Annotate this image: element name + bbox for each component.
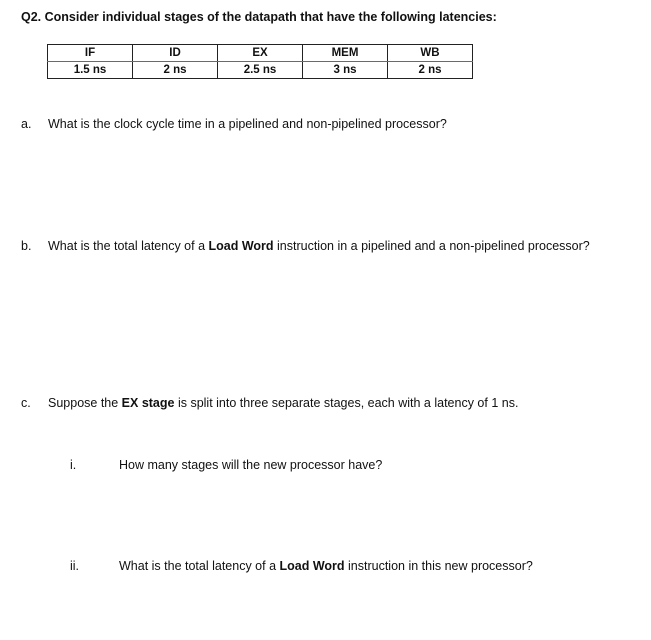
question-c-ii-marker: ii. [70,559,80,573]
question-c-text-post: is split into three separate stages, each with a latency of 1 ns. [174,396,519,410]
question-c-i [70,458,382,472]
stage-header-ex: EX [218,45,303,62]
stage-header-if: IF [48,45,133,62]
question-c-ii-text-post: instruction in this new processor? [344,559,533,573]
stage-latency-if: 1.5 ns [48,62,133,79]
question-b-marker: b. [21,239,32,253]
question-a-marker: a. [21,117,32,131]
question-b-text-post: instruction in a pipelined and a non-pipelined processor? [273,239,590,253]
question-c-text-pre: Suppose the [48,396,122,410]
stage-latency-ex: 2.5 ns [218,62,303,79]
question-a [21,117,447,131]
question-c-bold: EX stage [121,396,175,410]
question-a-text: What is the clock cycle time in a pipelined and non-pipelined processor? [48,117,447,131]
question-b-text-pre: What is the total latency of a [48,239,209,253]
stage-header-wb: WB [388,45,473,62]
stage-header-id: ID [133,45,218,62]
question-b [21,239,590,253]
latency-value-row [48,62,473,79]
stage-latency-wb: 2 ns [388,62,473,79]
question-c-i-marker: i. [70,458,77,472]
stage-latency-mem: 3 ns [303,62,388,79]
question-b-bold: Load Word [208,239,274,253]
latency-table [47,44,473,79]
question-c-ii [70,559,533,573]
stage-header-mem: MEM [303,45,388,62]
latency-header-row [48,45,473,62]
question-c-i-text: How many stages will the new processor have? [119,458,383,472]
question-title: Q2. Consider individual stages of the datapath that have the following latencies: [21,10,497,24]
question-c-marker: c. [21,396,31,410]
question-c-ii-bold: Load Word [279,559,345,573]
question-c-ii-text-pre: What is the total latency of a [119,559,280,573]
question-c [21,396,518,410]
stage-latency-id: 2 ns [133,62,218,79]
